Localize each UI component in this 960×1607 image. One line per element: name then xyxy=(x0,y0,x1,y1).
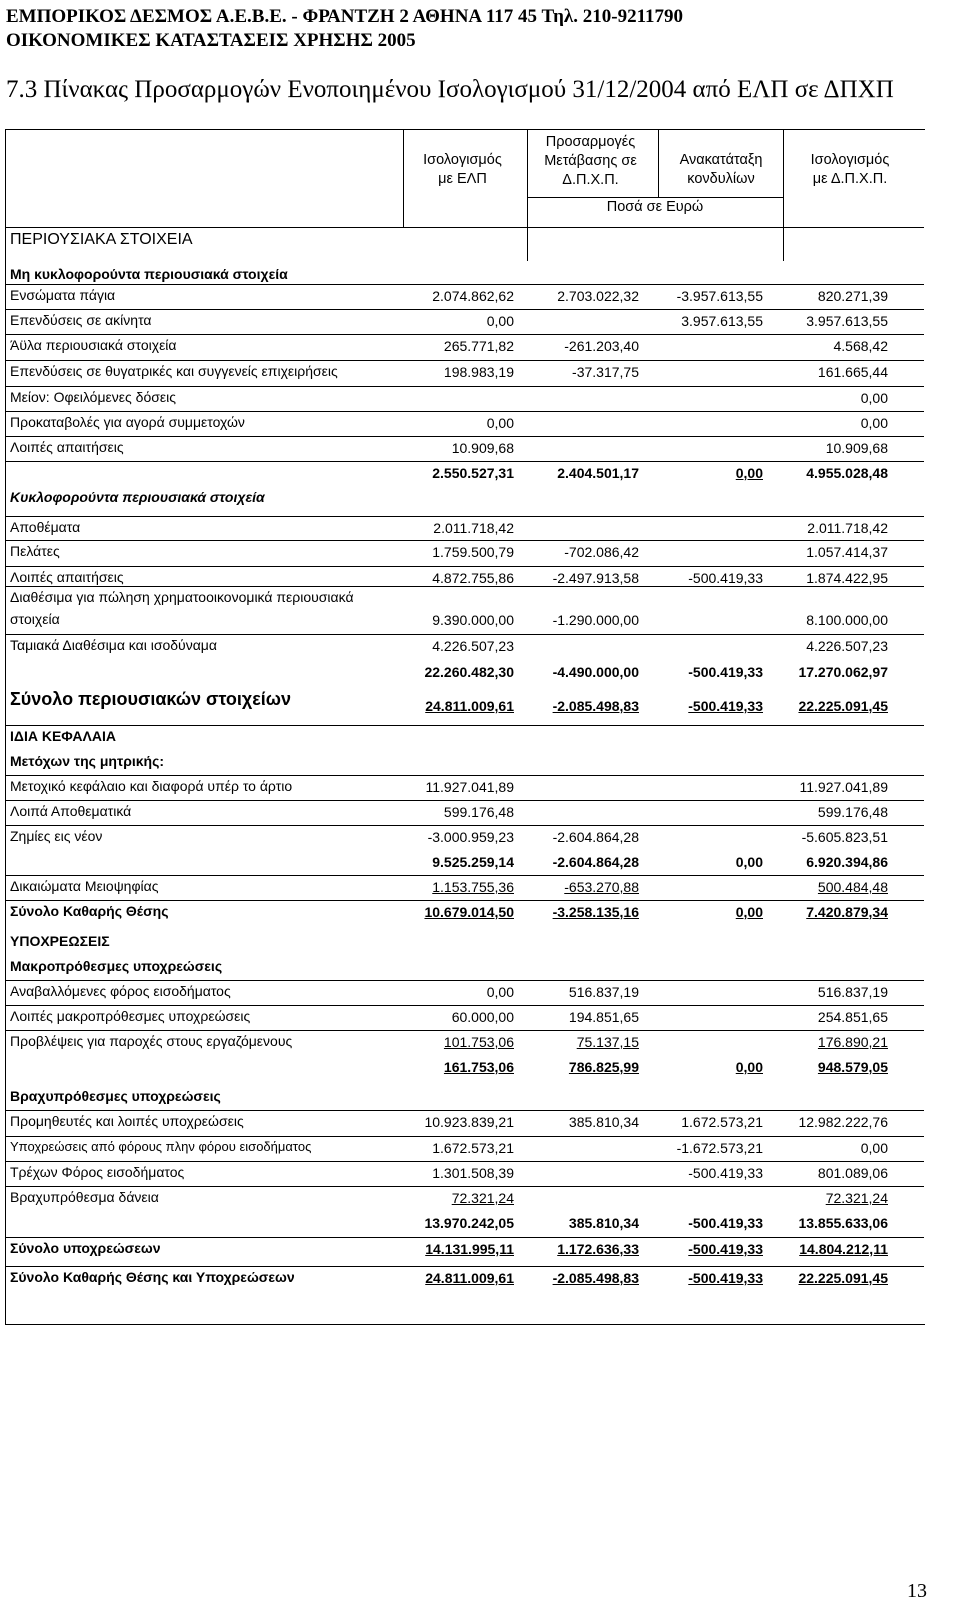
value-cell: 0,00 xyxy=(486,415,514,431)
value-cell: 0,00 xyxy=(735,854,763,870)
value-cell: 72.321,24 xyxy=(451,1190,514,1206)
value-cell: 1.672.573,21 xyxy=(681,1114,763,1130)
table-rule xyxy=(5,334,924,335)
value-cell: 22.225.091,45 xyxy=(798,1270,888,1286)
value-cell: -500.419,33 xyxy=(688,1270,763,1286)
value-cell: 0,00 xyxy=(735,1059,763,1075)
row-label: Σύνολο περιουσιακών στοιχείων xyxy=(10,689,292,709)
value-cell: -500.419,33 xyxy=(688,570,763,586)
value-cell: -702.086,42 xyxy=(564,544,639,560)
value-cell: 10.679.014,50 xyxy=(424,904,514,920)
table-rule xyxy=(5,1030,924,1031)
value-cell: 599.176,48 xyxy=(443,804,514,820)
row-label-continued: στοιχεία xyxy=(10,611,60,627)
value-cell: 7.420.879,34 xyxy=(806,904,888,920)
value-cell: 1.672.573,21 xyxy=(432,1140,514,1156)
value-cell: -4.490.000,00 xyxy=(552,664,639,680)
value-cell: -500.419,33 xyxy=(688,1215,763,1231)
value-cell: 2.404.501,17 xyxy=(557,465,639,481)
value-cell: 599.176,48 xyxy=(817,804,888,820)
value-cell: 14.131.995,11 xyxy=(425,1241,514,1257)
table-rule xyxy=(5,1005,924,1006)
value-cell: 4.568,42 xyxy=(833,338,888,354)
table-rule xyxy=(5,1266,924,1267)
value-cell: -2.085.498,83 xyxy=(552,698,639,714)
table-rule xyxy=(5,284,924,285)
row-label: Σύνολο υποχρεώσεων xyxy=(10,1240,161,1256)
value-cell: -261.203,40 xyxy=(564,338,639,354)
table-rule xyxy=(5,1136,924,1137)
value-cell: -500.419,33 xyxy=(688,664,763,680)
value-cell: 516.837,19 xyxy=(568,984,639,1000)
value-cell: 265.771,82 xyxy=(443,338,514,354)
col-header-elp: Ισολογισμός με ΕΛΠ xyxy=(423,152,502,187)
table-rule xyxy=(5,227,924,228)
value-cell: 0,00 xyxy=(486,313,514,329)
row-label: Μετόχων της μητρικής: xyxy=(10,753,165,769)
row-label: Πελάτες xyxy=(10,543,60,559)
table-rule xyxy=(5,634,924,635)
page-number: 13 xyxy=(907,1580,927,1602)
value-cell: 0,00 xyxy=(735,904,763,920)
value-cell: -3.957.613,55 xyxy=(676,288,763,304)
value-cell: -3.258.135,16 xyxy=(552,904,639,920)
row-label: Κυκλοφορούντα περιουσιακά στοιχεία xyxy=(10,489,265,505)
value-cell: -500.419,33 xyxy=(688,1241,763,1257)
value-cell: 72.321,24 xyxy=(825,1190,888,1206)
value-cell: 60.000,00 xyxy=(451,1009,514,1025)
value-cell: 11.927.041,89 xyxy=(425,779,514,795)
table-rule xyxy=(5,725,924,726)
row-label: Βραχυπρόθεσμα δάνεια xyxy=(10,1189,159,1205)
value-cell: 1.759.500,79 xyxy=(432,544,514,560)
row-label: Ζημίες εις νέον xyxy=(10,828,103,844)
row-label: Λοιπές απαιτήσεις xyxy=(10,439,124,455)
value-cell: 24.811.009,61 xyxy=(425,698,514,714)
value-cell: -1.672.573,21 xyxy=(676,1140,763,1156)
value-cell: 4.226.507,23 xyxy=(432,638,514,654)
col-header-adjustments: Προσαρμογές Μετάβασης σε Δ.Π.Χ.Π. xyxy=(544,134,637,188)
table-rule xyxy=(5,1186,924,1187)
col-header-reclassification: Ανακατάταξη κονδυλίων xyxy=(679,152,763,187)
table-rule xyxy=(5,436,924,437)
value-cell: 254.851,65 xyxy=(817,1009,888,1025)
row-label: Λοιπές απαιτήσεις xyxy=(10,569,124,585)
row-label: ΙΔΙΑ ΚΕΦΑΛΑΙΑ xyxy=(10,728,116,744)
row-label: Δικαιώματα Μειοψηφίας xyxy=(10,878,159,894)
row-label: Προμηθευτές και λοιπές υποχρεώσεις xyxy=(10,1113,244,1129)
value-cell: 1.172.636,33 xyxy=(557,1241,639,1257)
value-cell: 385.810,34 xyxy=(568,1215,639,1231)
value-cell: 4.955.028,48 xyxy=(806,465,888,481)
table-rule xyxy=(783,129,784,261)
value-cell: -3.000.959,23 xyxy=(427,829,514,845)
statements-header: ΟΙΚΟΝΟΜΙΚΕΣ ΚΑΤΑΣΤΑΣΕΙΣ ΧΡΗΣΗΣ 2005 xyxy=(6,30,416,51)
row-label: Επενδύσεις σε ακίνητα xyxy=(10,312,152,328)
value-cell: -2.497.913,58 xyxy=(552,570,639,586)
value-cell: -2.085.498,83 xyxy=(552,1270,639,1286)
table-rule xyxy=(5,875,924,876)
table-rule xyxy=(5,1110,924,1111)
value-cell: 820.271,39 xyxy=(817,288,888,304)
value-cell: 22.260.482,30 xyxy=(424,664,514,680)
row-label: Ταμιακά Διαθέσιμα και ισοδύναμα xyxy=(10,637,217,653)
row-label: Μακροπρόθεσμες υποχρεώσεις xyxy=(10,958,223,974)
row-label: Σύνολο Καθαρής Θέσης και Υποχρεώσεων xyxy=(10,1269,295,1285)
table-rule xyxy=(658,129,659,197)
table-rule xyxy=(5,775,924,776)
value-cell: 1.301.508,39 xyxy=(432,1165,514,1181)
company-header: ΕΜΠΟΡΙΚΟΣ ΔΕΣΜΟΣ Α.Ε.Β.Ε. - ΦΡΑΝΤΖΗ 2 ΑΘΗΝΑ 117 45 Τηλ. 210-9211790 xyxy=(6,6,684,27)
value-cell: 500.484,48 xyxy=(817,879,888,895)
row-label: Άϋλα περιουσιακά στοιχεία xyxy=(10,337,177,353)
row-label: Σύνολο Καθαρής Θέσης xyxy=(10,903,169,919)
value-cell: 13.855.633,06 xyxy=(798,1215,888,1231)
value-cell: 0,00 xyxy=(860,390,888,406)
table-rule xyxy=(5,540,924,541)
value-cell: 3.957.613,55 xyxy=(681,313,763,329)
value-cell: 0,00 xyxy=(486,984,514,1000)
value-cell: 516.837,19 xyxy=(817,984,888,1000)
value-cell: 2.550.527,31 xyxy=(432,465,514,481)
table-rule xyxy=(5,1161,924,1162)
row-label: Ενσώματα πάγια xyxy=(10,287,116,303)
value-cell: 2.703.022,32 xyxy=(557,288,639,304)
row-label: Μετοχικό κεφάλαιο και διαφορά υπέρ το άρτιο xyxy=(10,778,293,794)
value-cell: 385.810,34 xyxy=(568,1114,639,1130)
table-rule xyxy=(5,566,924,567)
value-cell: 8.100.000,00 xyxy=(806,612,888,628)
value-cell: -2.604.864,28 xyxy=(552,829,639,845)
table-rule xyxy=(5,360,924,361)
table-rule xyxy=(5,461,924,462)
col-header-ifrs: Ισολογισμός με Δ.Π.Χ.Π. xyxy=(810,152,890,187)
row-label: Προκαταβολές για αγορά συμμετοχών xyxy=(10,414,245,430)
value-cell: 0,00 xyxy=(860,415,888,431)
table-rule xyxy=(5,900,924,901)
value-cell: 198.983,19 xyxy=(443,364,514,380)
row-label: Αναβαλλόμενες φόρος εισοδήματος xyxy=(10,983,231,999)
value-cell: 14.804.212,11 xyxy=(799,1241,888,1257)
value-cell: 161.665,44 xyxy=(817,364,888,380)
row-label: Προβλέψεις για παροχές στους εργαζόμενους xyxy=(10,1033,293,1049)
row-label: Αποθέματα xyxy=(10,519,81,535)
row-label: Μείον: Οφειλόμενες δόσεις xyxy=(10,389,176,405)
row-label: Μη κυκλοφορούντα περιουσιακά στοιχεία xyxy=(10,266,288,282)
value-cell: -37.317,75 xyxy=(572,364,639,380)
row-label: Λοιπές μακροπρόθεσμες υποχρεώσεις xyxy=(10,1008,251,1024)
value-cell: 10.923.839,21 xyxy=(424,1114,514,1130)
currency-note: Ποσά σε Ευρώ xyxy=(606,199,704,215)
value-cell: 948.579,05 xyxy=(817,1059,888,1075)
value-cell: 0,00 xyxy=(860,1140,888,1156)
value-cell: 2.074.862,62 xyxy=(432,288,514,304)
value-cell: 13.970.242,05 xyxy=(424,1215,514,1231)
value-cell: -500.419,33 xyxy=(688,698,763,714)
value-cell: 11.927.041,89 xyxy=(799,779,888,795)
value-cell: 10.909,68 xyxy=(451,440,514,456)
table-rule xyxy=(5,386,924,387)
value-cell: 17.270.062,97 xyxy=(798,664,888,680)
value-cell: 1.153.755,36 xyxy=(432,879,514,895)
row-label: ΥΠΟΧΡΕΩΣΕΙΣ xyxy=(10,933,110,949)
row-label: ΠΕΡΙΟΥΣΙΑΚΑ ΣΤΟΙΧΕΙΑ xyxy=(10,231,193,248)
table-rule xyxy=(5,825,924,826)
value-cell: -2.604.864,28 xyxy=(552,854,639,870)
value-cell: -5.605.823,51 xyxy=(801,829,888,845)
section-title: 7.3 Πίνακας Προσαρμογών Ενοποιημένου Ισολογισμού 31/12/2004 από ΕΛΠ σε ΔΠΧΠ xyxy=(6,76,894,103)
table-rule xyxy=(5,411,924,412)
table-rule xyxy=(403,129,404,228)
table-rule xyxy=(5,1237,924,1238)
value-cell: 0,00 xyxy=(735,465,763,481)
value-cell: 161.753,06 xyxy=(443,1059,514,1075)
value-cell: -500.419,33 xyxy=(688,1165,763,1181)
value-cell: 75.137,15 xyxy=(576,1034,639,1050)
table-rule xyxy=(5,516,924,517)
row-label: Επενδύσεις σε θυγατρικές και συγγενείς επιχειρήσεις xyxy=(10,363,338,379)
value-cell: 12.982.222,76 xyxy=(798,1114,888,1130)
value-cell: 9.390.000,00 xyxy=(432,612,514,628)
value-cell: 176.890,21 xyxy=(817,1034,888,1050)
value-cell: 1.874.422,95 xyxy=(806,570,888,586)
table-rule xyxy=(5,980,924,981)
value-cell: 1.057.414,37 xyxy=(806,544,888,560)
value-cell: 801.089,06 xyxy=(817,1165,888,1181)
value-cell: 194.851,65 xyxy=(568,1009,639,1025)
row-label: Υποχρεώσεις από φόρους πλην φόρου εισοδήματος xyxy=(10,1139,312,1154)
value-cell: -1.290.000,00 xyxy=(552,612,639,628)
value-cell: 10.909,68 xyxy=(825,440,888,456)
value-cell: -653.270,88 xyxy=(564,879,639,895)
value-cell: 6.920.394,86 xyxy=(806,854,888,870)
value-cell: 101.753,06 xyxy=(443,1034,514,1050)
row-label: Βραχυπρόθεσμες υποχρεώσεις xyxy=(10,1088,221,1104)
value-cell: 2.011.718,42 xyxy=(807,520,888,536)
row-label: Λοιπά Αποθεματικά xyxy=(10,803,132,819)
value-cell: 24.811.009,61 xyxy=(425,1270,514,1286)
table-rule xyxy=(5,309,924,310)
table-rule xyxy=(5,800,924,801)
row-label: Τρέχων Φόρος εισοδήματος xyxy=(10,1164,185,1180)
value-cell: 4.226.507,23 xyxy=(806,638,888,654)
value-cell: 2.011.718,42 xyxy=(433,520,514,536)
value-cell: 4.872.755,86 xyxy=(432,570,514,586)
value-cell: 786.825,99 xyxy=(568,1059,639,1075)
value-cell: 22.225.091,45 xyxy=(798,698,888,714)
value-cell: 3.957.613,55 xyxy=(806,313,888,329)
value-cell: 9.525.259,14 xyxy=(432,854,514,870)
table-rule xyxy=(5,586,924,587)
row-label: Διαθέσιμα για πώληση χρηματοοικονομικά περιουσιακά xyxy=(10,589,354,605)
